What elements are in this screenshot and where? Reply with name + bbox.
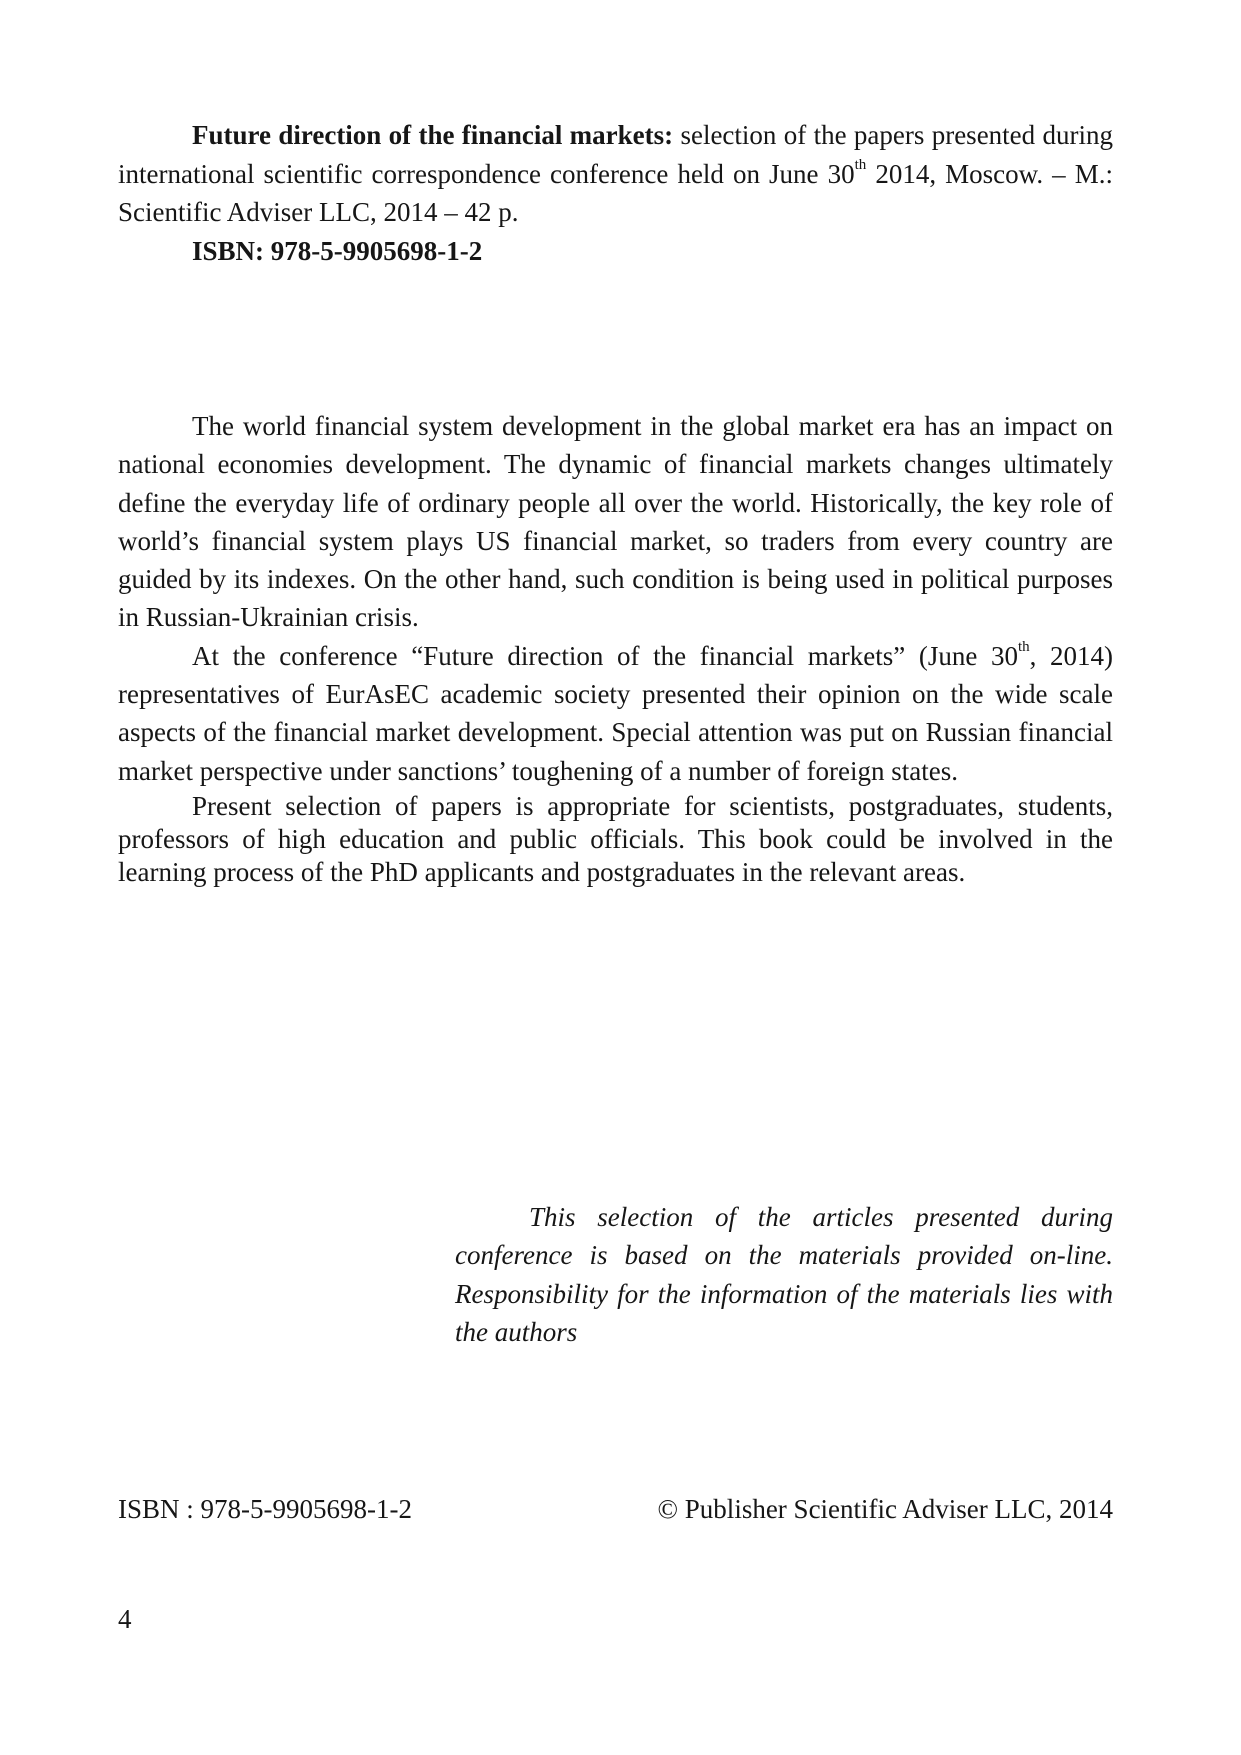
page-number: 4 — [118, 1604, 132, 1634]
abstract-paragraph-2 — [118, 637, 1113, 790]
book-title: Future direction of the financial markets: — [192, 120, 674, 150]
ordinal-suffix: th — [1017, 638, 1030, 655]
footer-isbn: ISBN : 978-5-9905698-1-2 — [118, 1494, 412, 1524]
isbn-bold: ISBN: 978-5-9905698-1-2 — [192, 235, 483, 266]
bibliographic-text-1: selection of the papers presented during international scientific correspondence conference held on June 30 — [118, 120, 1113, 189]
isbn-line — [118, 232, 1113, 271]
bibliographic-entry — [118, 116, 1113, 270]
abstract-paragraph-1: The world financial system development in the global market era has an impact on national economies development. The dynamic of financial markets changes ultimately define the everyday life of ordinary people all over the world. Historically, the key role of world’s financial system plays US financial market, so traders from every country are guided by its indexes. On the other hand, such condition is being used in political purposes in Russian-Ukrainian crisis. — [118, 411, 1113, 633]
disclaimer — [455, 1198, 1113, 1351]
bibliographic-text-2: 2014, Moscow. – M.: Scientific Adviser LLC, 2014 – 42 p. — [118, 158, 1113, 227]
abstract-paragraph-3: Present selection of papers is appropriate for scientists, postgraduates, students, professors of high education and public officials. This book could be involved in the learning process of the PhD applicants and postgraduates in the relevant areas. — [118, 790, 1113, 887]
footer-copyright: © Publisher Scientific Adviser LLC, 2014 — [657, 1494, 1113, 1524]
abstract — [118, 407, 1113, 889]
bibliographic-description — [118, 116, 1113, 232]
ordinal-suffix: th — [854, 156, 867, 173]
abstract-paragraph-2-text-1: At the conference “Future direction of the financial markets” (June 30 — [192, 640, 1018, 671]
abstract-paragraph-2-text-2: , 2014) representatives of EurAsEC academic society presented their opinion on the wide scale aspects of the financial market development. Special attention was put on Russian financial market perspective under sanctions’ toughening of a number of foreign states. — [118, 640, 1113, 786]
disclaimer-text: This selection of the articles presented during conference is based on the materials provided on-line. Responsibility for the information of the materials lies with the authors — [455, 1202, 1113, 1347]
